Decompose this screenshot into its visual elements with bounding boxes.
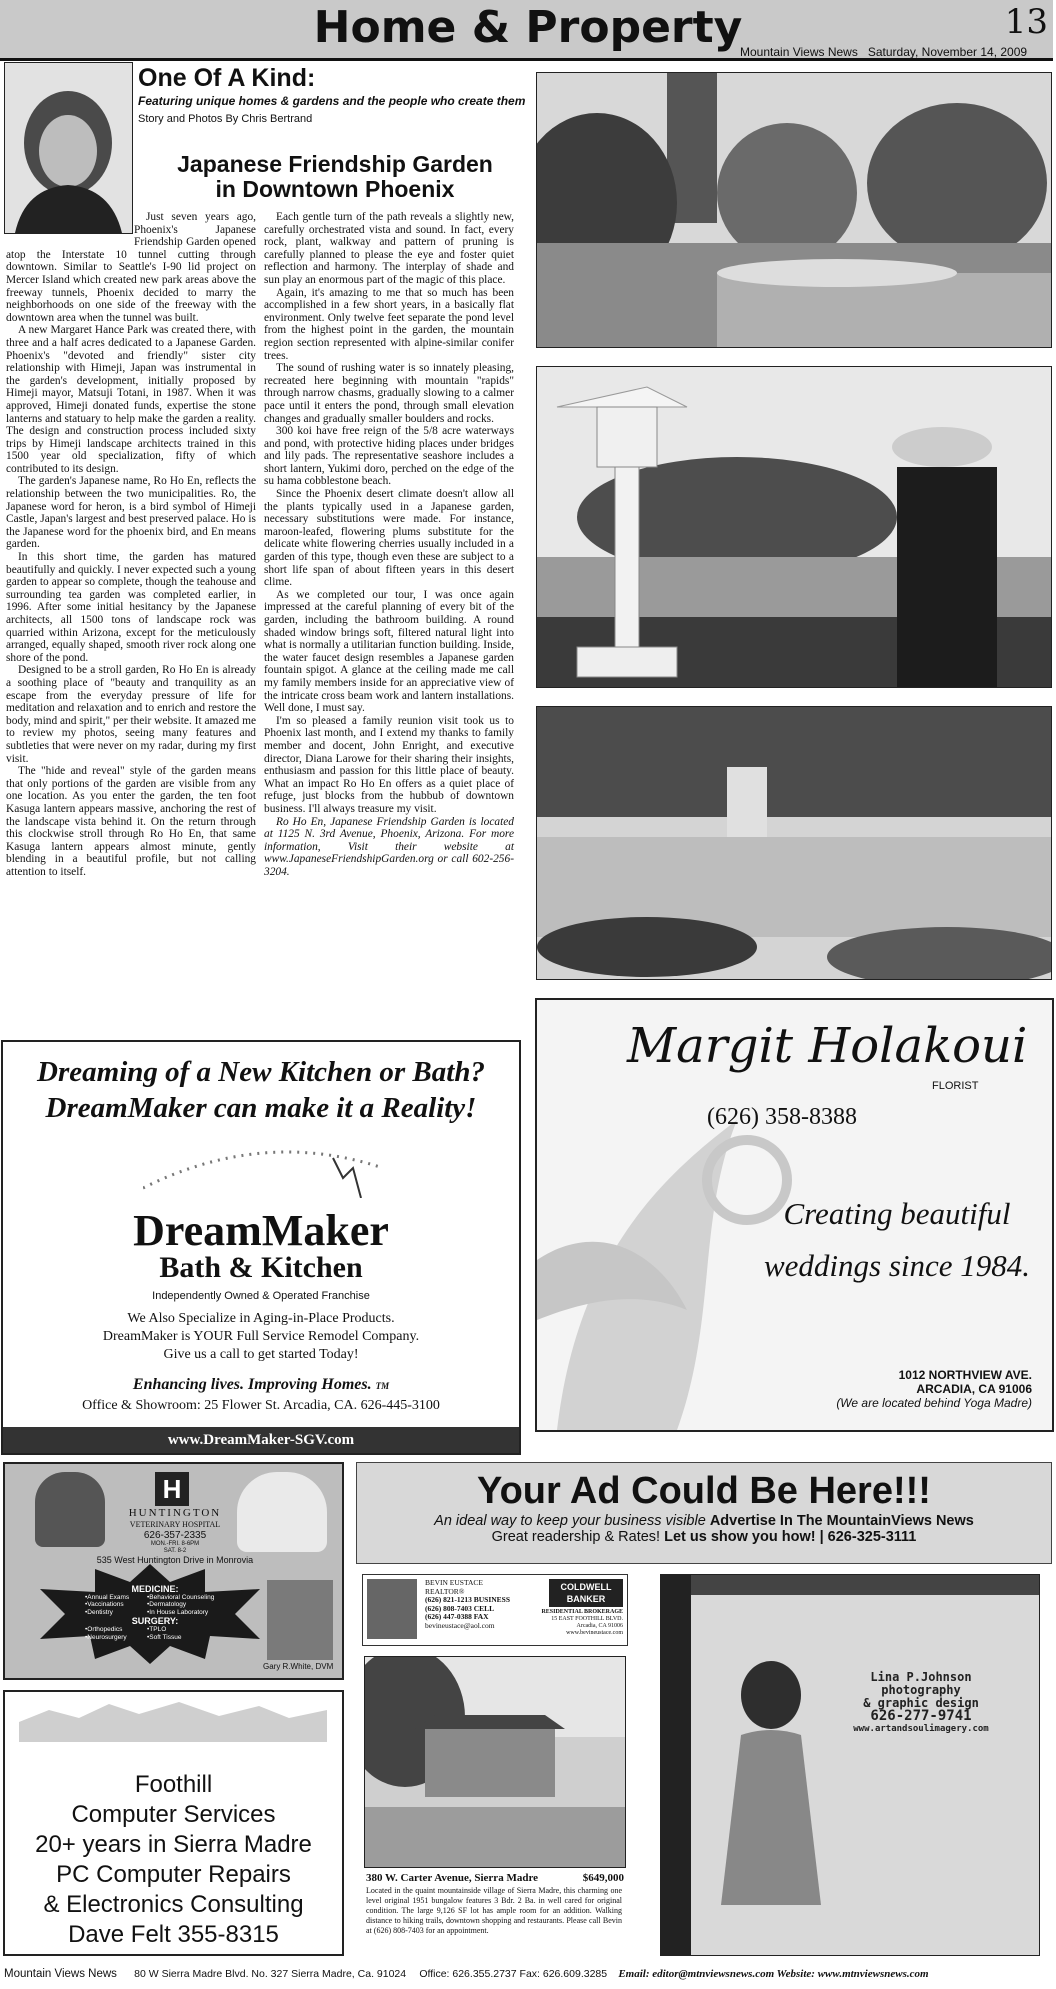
your-ad-line-1 — [357, 1513, 1051, 1529]
paragraph: The sound of rushing water is so innately pleasing, recreated here beginning with mountain "rapids" through narrow chasms, gradually slowing to a calmer pace until it enters the pond, through small elevation changes and gradually smaller boulders and rocks. — [264, 362, 514, 425]
dateline — [740, 45, 1027, 59]
brokerage-name-2: BANKER — [566, 1594, 606, 1604]
brokerage-info — [541, 1609, 623, 1637]
footer-contact[interactable]: Email: editor@mtnviewsnews.com Website: www.mtnviewsnews.com — [618, 1968, 929, 1980]
vet-address: 535 West Huntington Drive in Monrovia — [96, 1555, 254, 1565]
florist-name: Margit Holakoui — [627, 1018, 1028, 1074]
paragraph: 300 koi have free reign of the 5/8 acre waterways and pond, with protective hiding places under bridges and lily pads. The representative seashore includes a short lantern, Yukimi doro, perched on the edge of the su hama cobblestone beach. — [264, 425, 514, 488]
photo-ad-line-5: www.artandsoulimagery.com — [853, 1724, 989, 1734]
realtor-contact: (626) 821-1213 BUSINESS — [425, 1595, 511, 1605]
paragraph: Since the Phoenix desert climate doesn't allow all the plants typically used in a Japanese garden, necessary substitutions were made. For instance, maroon-leafed, flowering plums substitute for the delicate white flowering cherries usually included in a garden of this type, though even these are subject to a short life span of about fifteen years in this desert clime. — [264, 488, 514, 589]
florist-ad[interactable] — [535, 998, 1054, 1432]
vet-services — [85, 1584, 225, 1641]
florist-address-1: 1012 NORTHVIEW AVE. — [898, 1368, 1032, 1382]
vet-header — [65, 1508, 285, 1566]
slogan-line-2: weddings since 1984. — [763, 1248, 1031, 1283]
realtor-contact: (626) 808-7403 CELL — [425, 1603, 495, 1613]
brokerage-address-1: 15 EAST FOOTHILL BLVD. — [551, 1616, 623, 1622]
headline-line-2: in Downtown Phoenix — [215, 176, 455, 202]
your-ad-line-2 — [357, 1529, 1051, 1545]
brokerage-name-1: COLDWELL — [560, 1582, 612, 1592]
headline-line-1: Japanese Friendship Garden — [177, 151, 493, 177]
your-ad-line-1a: An ideal way to keep your business visible — [434, 1513, 706, 1529]
foothill-line-2: Computer Services — [71, 1801, 276, 1828]
service-item: •Vaccinations — [85, 1601, 124, 1609]
dreammaker-ad[interactable] — [1, 1040, 521, 1455]
dreammaker-line-2: DreamMaker is YOUR Full Service Remodel Company. — [102, 1329, 420, 1344]
foothill-computer-ad[interactable] — [3, 1690, 344, 1956]
dreammaker-showroom: Office & Showroom: 25 Flower St. Arcadia, CA. 626-445-3100 — [82, 1398, 440, 1413]
service-item: •Behavioral Counseling — [147, 1594, 215, 1601]
vet-ad[interactable] — [3, 1462, 344, 1680]
slogan-line-1: Creating beautiful — [783, 1196, 1011, 1231]
realtor-portrait — [367, 1579, 417, 1639]
byline: Story and Photos By Chris Bertrand — [138, 113, 313, 125]
paper-name: Mountain Views News — [740, 45, 858, 59]
logo-text-1: DreamMaker — [133, 1206, 389, 1255]
paragraph: As we completed our tour, I was once again impressed at the careful planning of every bit of the garden, including the bathroom building. A round shaded window brings soft, filtered natural light into what is normally a utilitarian function building. Inside, the water faucet design resembles a Japanese garden fountain spigot. A glance at the ceiling made me call my family members inside for an appreciative view of the intricate cross beam work and lantern installations. Well done, I must say. — [264, 588, 514, 715]
your-ad-banner[interactable] — [356, 1462, 1052, 1564]
service-item: •Dermatology — [147, 1601, 187, 1609]
paragraph: The garden's Japanese name, Ro Ho En, reflects the relationship between the two municipalities. Ro, the Japanese word for heron, is a bird symbol of Himeji Castle, Japan's largest and best preserved palace. Ho is the Japanese word for the phoenix bird, and En means garden. — [6, 475, 256, 551]
paragraph: Designed to be a stroll garden, Ro Ho En is already a soothing place of "beauty and tranquility as an escape from the everyday pressure of life for meditation and relaxation and to enrich and restore the body, mind and spirit," per their website. It amazed me to review my photos, seeing many features and subtleties that were never on my radar, during my first visit. — [6, 664, 257, 765]
column-subtitle: Featuring unique homes & gardens and the people who create them — [138, 94, 526, 108]
author-portrait — [4, 62, 133, 234]
vet-name: HUNTINGTON — [128, 1507, 222, 1519]
vet-subtitle: VETERINARY HOSPITAL — [129, 1520, 221, 1529]
dreammaker-logo — [3, 1206, 519, 1284]
service-item: •Orthopedics — [85, 1626, 123, 1634]
footer-paper: Mountain Views News — [4, 1968, 117, 1980]
service-item: •Neurosurgery — [85, 1633, 127, 1641]
foothill-line-6: Dave Felt 355-8315 — [68, 1921, 279, 1948]
foothill-line-5: & Electronics Consulting — [43, 1891, 304, 1918]
paragraph: I'm so pleased a family reunion visit took us to Phoenix last month, and I extend my thanks to family member and docent, John Enright, and executive director, Diana Larowe for their sharing their insights, enthusiasm and passion for this little place of beauty. What an impact Ro Ho En offers as a quiet place of refuge, just blocks from the hubbub of downtown business. I'll always treasure my visit. — [264, 714, 514, 815]
surgery-label: SURGERY: — [131, 1616, 179, 1627]
listing-house-photo — [364, 1656, 626, 1868]
paragraph: Again, it's amazing to me that so much has been accomplished in a few short years, in a basically flat environment. Only twelve feet separate the pond level from the highest point in the garden, the mountain region section represented with alpine-similar conifer trees. — [264, 286, 514, 362]
dreammaker-body — [3, 1310, 519, 1364]
dreammaker-franchise: Independently Owned & Operated Franchise — [152, 1290, 370, 1302]
vet-phone: 626-357-2335 — [143, 1530, 207, 1541]
your-ad-headline: Your Ad Could Be Here!!! — [477, 1470, 931, 1512]
photo-ad-line-1: Lina P.Johnson — [870, 1670, 972, 1684]
paragraph: Each gentle turn of the path reveals a slightly new, carefully orchestrated vista and sound. In fact, every rock, plant, walkway and pattern of pruning is carefully planned to please the eye and foster quiet reflection and harmony. The interplay of shade and sun play an enormous part of the magic of this place. — [264, 211, 514, 286]
brokerage-web: www.bevineustace.com — [566, 1630, 623, 1636]
your-ad-line-1b: Advertise In The MountainViews News — [709, 1513, 974, 1529]
dreammaker-headline-2: DreamMaker can make it a Reality! — [45, 1092, 477, 1124]
star-swoosh-icon — [143, 1138, 383, 1198]
service-item: •Annual Exams — [85, 1594, 130, 1601]
footer-office: Office: 626.355.2737 Fax: 626.609.3285 — [419, 1968, 608, 1980]
section-title: Home & Property — [313, 2, 743, 53]
tagline-text: Enhancing lives. Improving Homes. — [132, 1376, 372, 1393]
service-item: •Soft Tissue — [147, 1633, 182, 1641]
dreammaker-headline — [3, 1054, 519, 1126]
garden-photo-pond — [536, 72, 1052, 348]
realtor-contact: bevineustace@aol.com — [425, 1620, 495, 1630]
dreammaker-headline-1: Dreaming of a New Kitchen or Bath? — [37, 1056, 485, 1088]
service-item: •Dentistry — [85, 1608, 113, 1616]
page-number: 13 — [1004, 2, 1048, 42]
listing-description: Located in the quaint mountainside village of Sierra Madre, this charming one level original 1951 bungalow features 3 Bdr. 2 Ba. in well cared for original condition. The large 9,126 SF lot has ample room for an addition. Walking distance to hiking trails, downtown shopping and restaurants. Please call Bevin at (626) 808-7403 for an appointment. — [366, 1886, 622, 1935]
realtor-name: BEVIN EUSTACE — [425, 1578, 483, 1587]
brokerage-address-2: Arcadia, CA 91006 — [576, 1623, 623, 1629]
doctor-photo — [267, 1580, 333, 1660]
article-headline — [140, 152, 530, 202]
realtor-ad[interactable] — [362, 1574, 626, 1952]
your-ad-line-2b: Let us show you how! | 626-325-3111 — [664, 1529, 917, 1545]
photo-ad-line-2: photography — [881, 1683, 961, 1697]
foothill-line-3: 20+ years in Sierra Madre — [35, 1831, 312, 1858]
listing-address: 380 W. Carter Avenue, Sierra Madre — [366, 1872, 539, 1884]
florist-address — [836, 1368, 1032, 1410]
article-column-2 — [264, 211, 514, 878]
closing-note: Ro Ho En, Japanese Friendship Garden is located at 1125 N. 3rd Avenue, Phoenix, Arizona. For more information, Visit their website at www.JapaneseFriendshipGarden.org or call 602-256-3204. — [264, 815, 514, 878]
issue-date: Saturday, November 14, 2009 — [867, 45, 1028, 59]
paragraph: The "hide and reveal" style of the garden means that only portions of the garden are visible from any one location. As you enter the garden, the ten foot Kasuga lantern appears massive, anchoring the rest of the landscape vista behind it. On the return through this clockwise stroll through Ro Ho En, that same Kasuga lantern appears almost minute, gently blending in a beautiful profile, but not calling attention to itself. — [6, 765, 256, 878]
trademark: TM — [375, 1381, 390, 1391]
foothill-line-1: Foothill — [134, 1771, 213, 1798]
florist-slogan — [747, 1188, 1047, 1292]
realtor-card — [362, 1574, 628, 1646]
florist-phone: (626) 358-8388 — [707, 1104, 857, 1130]
photography-contact — [811, 1671, 1031, 1736]
service-item: •In House Laboratory — [147, 1608, 209, 1616]
medicine-label: MEDICINE: — [131, 1584, 179, 1594]
brokerage-label: RESIDENTIAL BROKERAGE — [541, 1609, 623, 1615]
vet-hours-2: SAT. 8-2 — [163, 1548, 187, 1554]
vet-hours-1: MON.-FRI. 8-6PM — [150, 1541, 200, 1547]
photo-ad-line-4: 626-277-9741 — [870, 1708, 972, 1724]
listing-headline — [366, 1872, 624, 1884]
realtor-name-block — [425, 1579, 510, 1631]
florist-address-2: ARCADIA, CA 91006 — [916, 1382, 1032, 1396]
dreammaker-tagline — [3, 1376, 519, 1394]
photo-ad-line-3: & graphic design — [863, 1696, 979, 1710]
dreammaker-line-1: We Also Specialize in Aging-in-Place Products. — [127, 1311, 395, 1326]
hospital-h-icon: H — [155, 1472, 189, 1506]
footer-address: 80 W Sierra Madre Blvd. No. 327 Sierra Madre, Ca. 91024 — [134, 1968, 407, 1980]
mountain-graphic — [19, 1700, 327, 1742]
paragraph: Just seven years ago, Phoenix's Japanese Friendship Garden opened atop the Interstate 10 tunnel cutting through downtown. Similar to Seattle's I-90 lid project on Mercer Island which created new park areas above the freeway tunnels, Phoenix decided to marry the neighborhoods on one side of the freeway with the downtown area when the tunnel was built. — [6, 211, 256, 324]
article-column-1 — [6, 211, 256, 878]
listing-price: $649,000 — [582, 1872, 624, 1884]
realtor-title: REALTOR® — [425, 1586, 465, 1596]
brokerage-logo — [549, 1579, 623, 1607]
vet-services-starburst — [35, 1564, 265, 1664]
your-ad-line-2a: Great readership & Rates! — [491, 1529, 661, 1545]
foothill-line-4: PC Computer Repairs — [56, 1861, 291, 1888]
service-item: •TPLO — [147, 1626, 167, 1634]
garden-photo-waterfall — [536, 706, 1052, 980]
realtor-contact: (626) 447-0388 FAX — [425, 1612, 489, 1622]
paragraph: In this short time, the garden has matured beautifully and quickly. I never expected such a young garden to appear so complete, though the teahouse and surrounding tea garden was completed earlier, in 1996. After some initial hesitancy by the Japanese architects, all 1500 tons of landscape rock was quarried within Arizona, except for the meticulously arranged, equally shaped, smooth river rock along one shore of the pond. — [6, 551, 256, 664]
logo-text-2: Bath & Kitchen — [159, 1251, 363, 1284]
garden-photo-lantern — [536, 366, 1052, 688]
dreammaker-line-3: Give us a call to get started Today! — [163, 1347, 359, 1362]
column-title: One Of A Kind: — [138, 64, 316, 92]
florist-address-note: (We are located behind Yoga Madre) — [836, 1396, 1032, 1410]
page-footer — [0, 1968, 1056, 1980]
foothill-text — [5, 1770, 342, 1950]
vet-doctor: Gary R.White, DVM — [263, 1662, 334, 1671]
dreammaker-website[interactable]: www.DreamMaker-SGV.com — [3, 1427, 519, 1453]
photography-ad[interactable] — [660, 1574, 1040, 1956]
paragraph: A new Margaret Hance Park was created there, with three and a half acres dedicated to a Japanese Garden. Phoenix's "devoted and friendly" sister city relationship with Himeji, Japan was instrumental in the garden's development, initially proposed by Himeji mayor, Matsuji Totani, in 1987. When it was approved, Himeji donated funds, expertise the stone lanterns and statuary to help make the garden a reality. The design and construction process included sixty trips by Himeji landscape architects trained in this 1500 year old specialization, fifty of which contributed to its design. — [6, 324, 256, 475]
florist-label: FLORIST — [932, 1080, 979, 1092]
